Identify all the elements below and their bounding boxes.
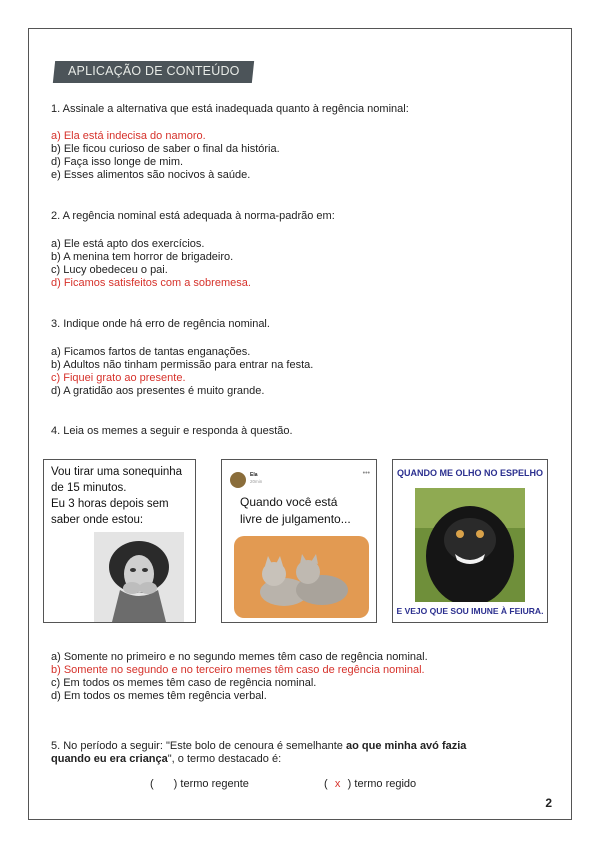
meme3-top-text: QUANDO ME OLHO NO ESPELHO	[396, 468, 543, 478]
q5-prompt-start: 5. No período a seguir: "Este bolo de cenoura é semelhante	[51, 740, 346, 752]
meme2-time: 20min	[250, 479, 263, 484]
meme3-bottom-text: E VEJO QUE SOU IMUNE À FEIURA.	[396, 606, 544, 616]
q3-option-a: a) Ficamos fartos de tantas enganações.	[51, 346, 251, 358]
q5-choice2-label: ) termo regido	[347, 778, 417, 790]
q3-option-d: d) A gratidão aos presentes é muito grande.	[51, 385, 265, 397]
meme-1	[43, 459, 196, 623]
meme1-line-2: de 15 minutos.	[51, 482, 127, 494]
q3-option-c: c) Fiquei grato ao presente.	[51, 372, 186, 384]
q2-option-d: d) Ficamos satisfeitos com a sobremesa.	[51, 277, 251, 289]
q1-option-e: e) Esses alimentos são nocivos à saúde.	[51, 169, 251, 181]
meme-2	[221, 459, 377, 623]
meme3-monkey-photo	[415, 488, 525, 602]
question-4-prompt: 4. Leia os memes a seguir e responda à questão.	[51, 425, 293, 437]
q4-option-a: a) Somente no primeiro e no segundo memes têm caso de regência nominal.	[51, 651, 428, 663]
q5-choice2-mark: x	[334, 778, 341, 790]
meme1-photo	[94, 532, 184, 622]
q4-option-d: d) Em todos os memes têm regência verbal.	[51, 690, 267, 702]
section-title: APLICAÇÃO DE CONTEÚDO	[68, 64, 240, 78]
page-number: 2	[545, 796, 552, 810]
meme-3	[392, 459, 548, 623]
question-2-prompt: 2. A regência nominal está adequada à norma-padrão em:	[51, 210, 335, 222]
q5-choice2-open: (	[324, 778, 328, 790]
meme2-menu-icon: •••	[362, 470, 370, 477]
q1-option-d: d) Faça isso longe de mim.	[51, 156, 184, 168]
meme2-line-2: livre de julgamento...	[240, 512, 351, 526]
question-5-prompt-line-2	[51, 753, 281, 766]
meme1-line-3: Eu 3 horas depois sem	[51, 498, 169, 510]
q2-option-c: c) Lucy obedeceu o pai.	[51, 264, 168, 276]
q4-option-c: c) Em todos os memes têm caso de regência nominal.	[51, 677, 317, 689]
q2-option-b: b) A menina tem horror de brigadeiro.	[51, 251, 234, 263]
meme1-line-1: Vou tirar uma sonequinha	[51, 466, 183, 478]
meme1-line-4: saber onde estou:	[51, 514, 144, 526]
q5-choice-regido[interactable]	[324, 778, 416, 791]
q3-option-b: b) Adultos não tinham permissão para entrar na festa.	[51, 359, 314, 371]
question-1-prompt: 1. Assinale a alternativa que está inadequada quanto à regência nominal:	[51, 103, 409, 115]
meme2-user: Ela	[250, 472, 258, 478]
meme2-kittens-photo	[234, 536, 369, 618]
meme2-avatar	[230, 472, 246, 488]
q4-option-b: b) Somente no segundo e no terceiro memes têm caso de regência nominal.	[51, 664, 425, 676]
question-3-prompt: 3. Indique onde há erro de regência nominal.	[51, 318, 270, 330]
q2-option-a: a) Ele está apto dos exercícios.	[51, 238, 205, 250]
q5-prompt-line2-end: ", o termo destacado é:	[167, 753, 282, 765]
q1-option-b: b) Ele ficou curioso de saber o final da história.	[51, 143, 280, 155]
question-5-prompt-line-1	[51, 740, 466, 753]
q5-prompt-bold: ao que minha avó fazia	[345, 740, 467, 752]
q5-choice1-label: ) termo regente	[173, 778, 249, 790]
q5-choice1-open: (	[150, 778, 154, 790]
q5-prompt-line2-bold: quando eu era criança	[51, 753, 168, 765]
q1-option-a: a) Ela está indecisa do namoro.	[51, 130, 206, 142]
meme2-line-1: Quando você está	[240, 495, 338, 509]
q5-choice-regente[interactable]	[150, 778, 249, 791]
